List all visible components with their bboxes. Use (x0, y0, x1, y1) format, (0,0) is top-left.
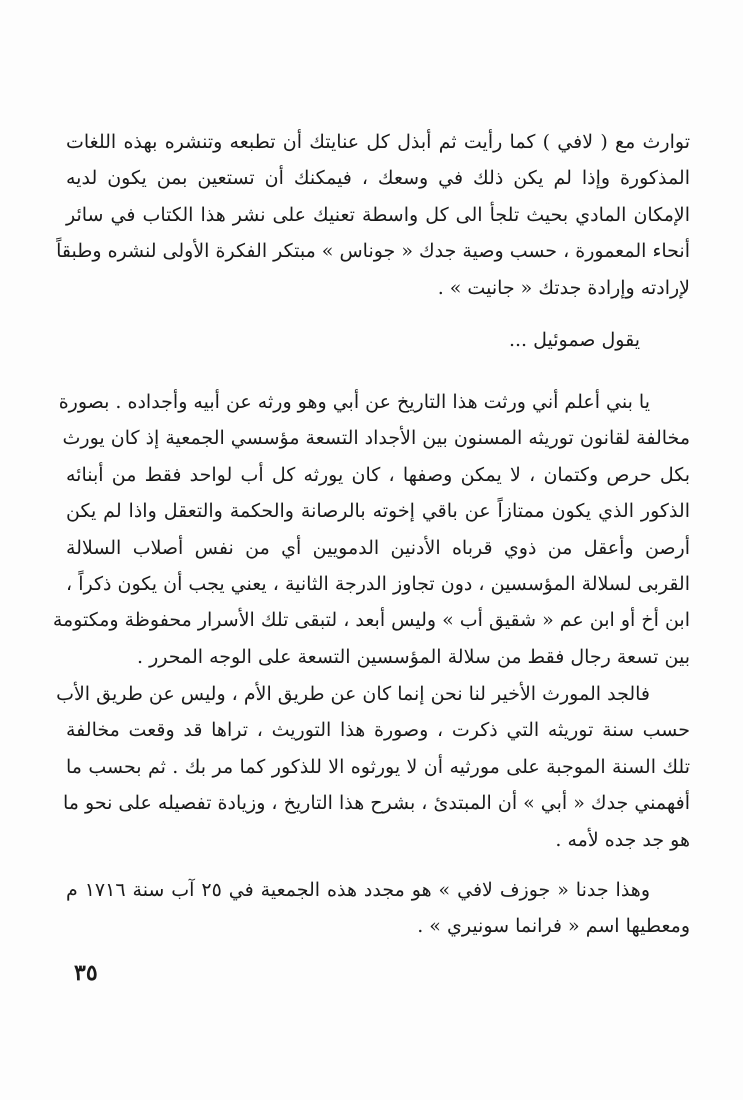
paragraph-1 (56, 124, 690, 306)
paragraph-4 (66, 872, 690, 945)
paragraph-2-line: القربى لسلالة المؤسسين ، دون تجاوز الدرجة الثانية ، يعني يجب أن يكون ذكراً ، (66, 573, 691, 596)
section-heading-text: يقول صموئيل ... (508, 329, 640, 351)
paragraph-3-line: هو جد جده لأمه . (555, 828, 690, 851)
paragraph-3-line: تلك السنة الموجبة على مورثيه أن لا يورثوه الا للذكور كما مر بك . ثم بحسب ما (66, 755, 690, 778)
paragraph-2-line: مخالفة لقانون توريثه المسنون بين الأجداد التسعة مؤسسي الجمعية إذ كان يورث (62, 427, 690, 450)
paragraph-3-line: حسب سنة توريثه التي ذكرت ، وصورة هذا التوريث ، تراها قد وقعت مخالفة (66, 719, 690, 742)
paragraph-1-line: أنحاء المعمورة ، حسب وصية جدك « جوناس » مبتكر الفكرة الأولى لنشره وطبقاً (56, 240, 690, 263)
paragraph-1-line: توارث مع ( لافي ) كما رأيت ثم أبذل كل عنايتك أن تطبعه وتنشره بهذه اللغات (66, 131, 690, 153)
paragraph-1-line: الإمكان المادي بحيث تلجأ الى كل واسطة تعنيك على نشر هذا الكتاب في سائر (66, 203, 690, 226)
paragraph-1-line: لإرادته وإرادة جدتك « جانيت » . (437, 276, 690, 299)
paragraph-2-line: بين تسعة رجال فقط من سلالة المؤسسين التسعة على الوجه المحرر . (137, 645, 690, 668)
paragraph-2 (52, 384, 691, 675)
paragraph-2-line: ابن أخ أو ابن عم « شقيق أب » وليس أبعد ، لتبقى تلك الأسرار محفوظة ومكتومة (52, 609, 690, 632)
paragraph-3 (56, 676, 690, 858)
paragraph-2-line: الذكور الذي يكون ممتازاً عن باقي إخوته بالرصانة والحكمة والتعقل واذا لم يكن (66, 500, 690, 523)
paragraph-3-line: فالجد المورث الأخير لنا نحن إنما كان عن طريق الأم ، وليس عن طريق الأب (56, 683, 650, 705)
page-number: ٣٥ (74, 960, 98, 986)
section-heading (66, 322, 690, 358)
paragraph-4-line: ومعطيها اسم « فرانما سونيري » . (417, 915, 690, 938)
paragraph-2-line: يا بني أعلم أني ورثت هذا التاريخ عن أبي وهو ورثه عن أبيه وأجداده . بصورة (58, 391, 650, 413)
paragraph-4-line: وهذا جدنا « جوزف لافي » هو مجدد هذه الجمعية في ٢٥ آب سنة ١٧١٦ م (66, 879, 650, 901)
paragraph-2-line: أرصن وأعقل من ذوي قرباه الأدنين الدمويين أي من نفس أصلاب السلالة (66, 536, 690, 559)
paragraph-3-line: أفهمني جدك « أبي » أن المبتدئ ، بشرح هذا التاريخ ، وزيادة تفصيله على نحو ما (63, 792, 690, 815)
paragraph-1-line: المذكورة وإذا لم يكن ذلك في وسعك ، فيمكنك أن تستعين بمن يكون لديه (66, 167, 690, 190)
paragraph-2-line: بكل حرص وكتمان ، لا يمكن وصفها ، كان يورثه كل أب لواحد فقط من أبنائه (66, 463, 690, 486)
